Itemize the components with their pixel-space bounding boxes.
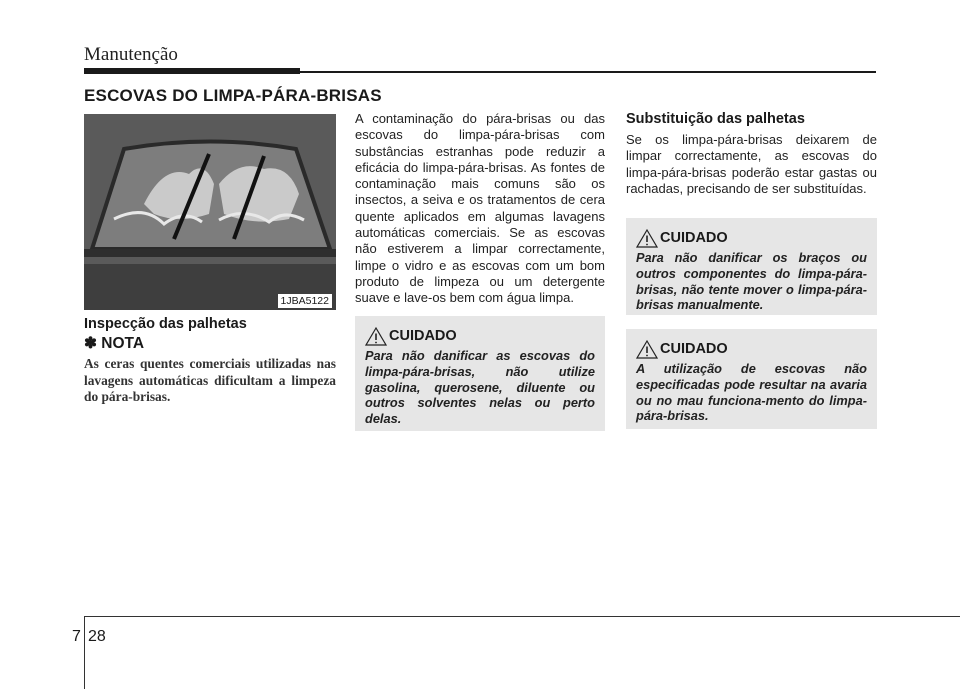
- caution-text: Para não danificar os braços ou outros componentes do limpa-pára-brisas, não tente mover o limpa-pára-brisas manualmente.: [636, 250, 867, 313]
- caution-text: A utilização de escovas não especificadas pode resultar na avaria ou no mau funciona-mento do limpa-pára-brisas.: [636, 361, 867, 424]
- caution-title: CUIDADO: [660, 230, 728, 246]
- header-title: Manutenção: [84, 44, 178, 65]
- inspection-subheading: Inspecção das palhetas: [84, 316, 247, 332]
- windshield-photo: [84, 114, 336, 310]
- windshield-illustration: [84, 114, 336, 310]
- footer-rule: [84, 616, 960, 617]
- contamination-paragraph: A contaminação do pára-brisas ou das escovas do limpa-pára-brisas com substâncias estranhas pode reduzir a eficácia do limpa-pára-brisas. As fontes de contaminação mais comuns são os insectos, a seiva e os tratamentos de cera quente aplicados em algumas lavagens automáticas comerciais. Se as escovas não estiverem a limpar correctamente, limpe o vidro e as escovas com um bom produto de limpeza ou um detergente suave e lave-os bem com água limpa.: [355, 111, 605, 306]
- warning-icon: [636, 228, 658, 248]
- note-label: ✽ NOTA: [84, 335, 145, 352]
- caution-text: Para não danificar as escovas do limpa-pára-brisas, não utilize gasolina, querosene, diluente ou outros solventes nelas ou perto delas.: [365, 348, 595, 427]
- caution-title: CUIDADO: [660, 341, 728, 357]
- replacement-paragraph: Se os limpa-pára-brisas deixarem de limpar correctamente, as escovas do limpa-pára-brisas poderão estar gastas ou rachadas, precisando de ser substituídas.: [626, 132, 877, 196]
- section-title: ESCOVAS DO LIMPA-PÁRA-BRISAS: [84, 86, 382, 105]
- caution-title: CUIDADO: [389, 328, 457, 344]
- note-text: As ceras quentes comerciais utilizadas nas lavagens automáticas dificultam a limpeza do pára-brisas.: [84, 356, 336, 404]
- replacement-subheading: Substituição das palhetas: [626, 111, 805, 127]
- footer-page: 28: [88, 628, 106, 645]
- footer-vertical-rule: [84, 616, 85, 689]
- footer-chapter: 7: [72, 628, 81, 645]
- warning-icon: [365, 326, 387, 346]
- header-rule-thick: [84, 68, 300, 74]
- caution-box-unspecified: [626, 329, 877, 429]
- photo-code-label: 1JBA5122: [278, 294, 332, 308]
- header-rule-thin: [300, 71, 876, 73]
- caution-box-solvents: [355, 316, 605, 431]
- warning-icon: [636, 339, 658, 359]
- caution-box-arms: [626, 218, 877, 315]
